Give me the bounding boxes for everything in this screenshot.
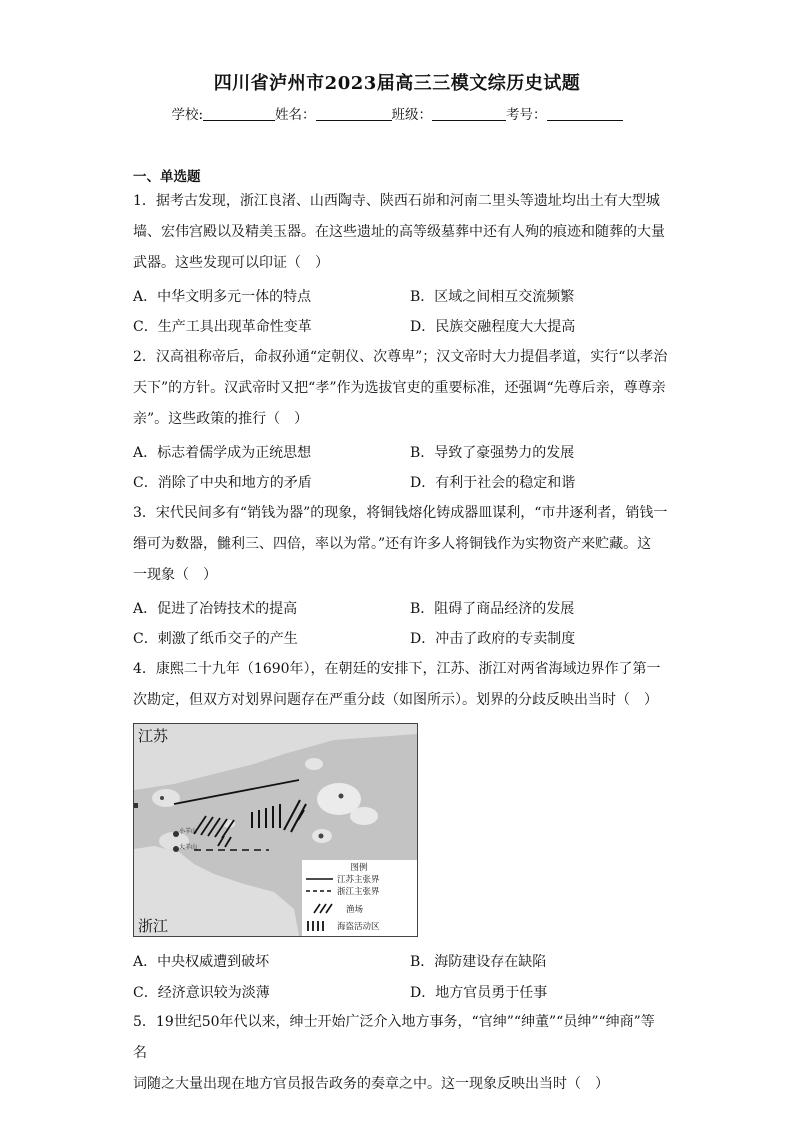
label-jiangsu: 江苏 xyxy=(138,727,169,745)
location-marker xyxy=(319,834,324,839)
student-info-line xyxy=(0,103,794,123)
legend-fishery: 渔场 xyxy=(346,905,364,915)
legend-jiangsu: 江苏主张界 xyxy=(337,875,380,885)
island xyxy=(350,807,378,825)
boundary-map xyxy=(133,723,418,937)
q1-option-a[interactable]: A．中华文明多元一体的特点 xyxy=(133,289,312,305)
q3-option-d[interactable]: D．冲击了政府的专卖制度 xyxy=(410,631,576,647)
id-label: 考号： xyxy=(506,107,547,123)
q4-option-c[interactable]: C．经济意识较为淡薄 xyxy=(133,985,270,1001)
question-1-stem xyxy=(133,186,668,279)
q1-option-b[interactable]: B．区域之间相互交流频繁 xyxy=(410,289,575,305)
island xyxy=(305,758,323,770)
label-zhejiang: 浙江 xyxy=(138,917,169,935)
legend-title: 图例 xyxy=(350,863,368,873)
question-line: 3．宋代民间多有“销钱为器”的现象，将铜钱熔化铸成器皿谋利，“市井逐利者，销钱一 xyxy=(133,505,668,521)
question-line: 词随之大量出现在地方官员报告政务的奏章之中。这一现象反映出当时（ ） xyxy=(133,1076,609,1092)
legend-pirate: 海盗活动区 xyxy=(337,922,380,932)
name-label: 姓名： xyxy=(275,107,316,123)
school-blank[interactable] xyxy=(203,106,275,121)
id-blank[interactable] xyxy=(547,106,623,121)
location-marker xyxy=(160,796,164,800)
page-title: 四川省泸州市2023届高三三模文综历史试题 xyxy=(213,73,581,94)
location-marker xyxy=(339,794,344,799)
q4-option-a[interactable]: A．中央权威遭到破坏 xyxy=(133,954,270,970)
q3-option-a[interactable]: A．促进了冶铸技术的提高 xyxy=(133,601,298,617)
map-legend xyxy=(302,860,417,936)
question-line: 一现象（ ） xyxy=(133,567,217,583)
question-line: 4．康熙二十九年（1690年），在朝廷的安排下，江苏、浙江对两省海域边界作了第一 xyxy=(133,661,661,677)
edge-marker xyxy=(134,803,138,808)
school-label: 学校: xyxy=(171,107,204,123)
question-4-stem xyxy=(133,654,668,716)
q1-option-d[interactable]: D．民族交融程度大大提高 xyxy=(410,319,576,335)
question-line: 2．汉高祖称帝后，命叔孙通“定朝仪、次尊卑”；汉文帝时大力提倡孝道，实行“以孝治 xyxy=(133,349,668,365)
name-blank[interactable] xyxy=(316,106,392,121)
question-5-stem xyxy=(133,1007,668,1100)
question-line: 墙、宏伟宫殿以及精美玉器。在这些遗址的高等级墓葬中还有人殉的痕迹和随葬的大量 xyxy=(133,224,665,240)
place-dayangshan: 大羊山 xyxy=(179,844,198,851)
q2-option-b[interactable]: B．导致了豪强势力的发展 xyxy=(410,445,575,461)
class-label: 班级： xyxy=(391,107,433,123)
legend-zhejiang: 浙江主张界 xyxy=(337,887,380,897)
section-heading: 一、单选题 xyxy=(133,169,201,185)
q2-option-d[interactable]: D．有利于社会的稳定和谐 xyxy=(410,475,576,491)
question-2-stem xyxy=(133,342,668,435)
place-xiaoyangshan: 小羊山 xyxy=(179,828,198,835)
q4-option-b[interactable]: B．海防建设存在缺陷 xyxy=(410,954,547,970)
question-line: 缗可为数器，雠利三、四倍，率以为常。”还有许多人将铜钱作为实物资产来贮藏。这 xyxy=(133,536,652,552)
q3-option-b[interactable]: B．阻碍了商品经济的发展 xyxy=(410,601,575,617)
question-line: 5．19世纪50年代以来，绅士开始广泛介入地方事务，“官绅”“绅董”“员绅”“绅商”等名 xyxy=(133,1014,655,1061)
q1-option-c[interactable]: C．生产工具出现革命性变革 xyxy=(133,319,312,335)
question-line: 天下”的方针。汉武帝时又把“孝”作为选拔官吏的重要标准，还强调“先尊后亲，尊尊亲 xyxy=(133,380,666,396)
class-blank[interactable] xyxy=(432,106,506,121)
question-line: 武器。这些发现可以印证（ ） xyxy=(133,255,329,271)
question-line: 亲”。这些政策的推行（ ） xyxy=(133,411,309,427)
question-line: 次勘定，但双方对划界问题存在严重分歧（如图所示）。划界的分歧反映出当时（ ） xyxy=(133,692,658,708)
q2-option-c[interactable]: C．消除了中央和地方的矛盾 xyxy=(133,475,312,491)
q3-option-c[interactable]: C．刺激了纸币交子的产生 xyxy=(133,631,298,647)
question-line: 1．据考古发现，浙江良渚、山西陶寺、陕西石峁和河南二里头等遗址均出土有大型城 xyxy=(133,193,660,209)
q4-option-d[interactable]: D．地方官员勇于任事 xyxy=(410,985,548,1001)
question-3-stem xyxy=(133,498,668,591)
q2-option-a[interactable]: A．标志着儒学成为正统思想 xyxy=(133,445,312,461)
